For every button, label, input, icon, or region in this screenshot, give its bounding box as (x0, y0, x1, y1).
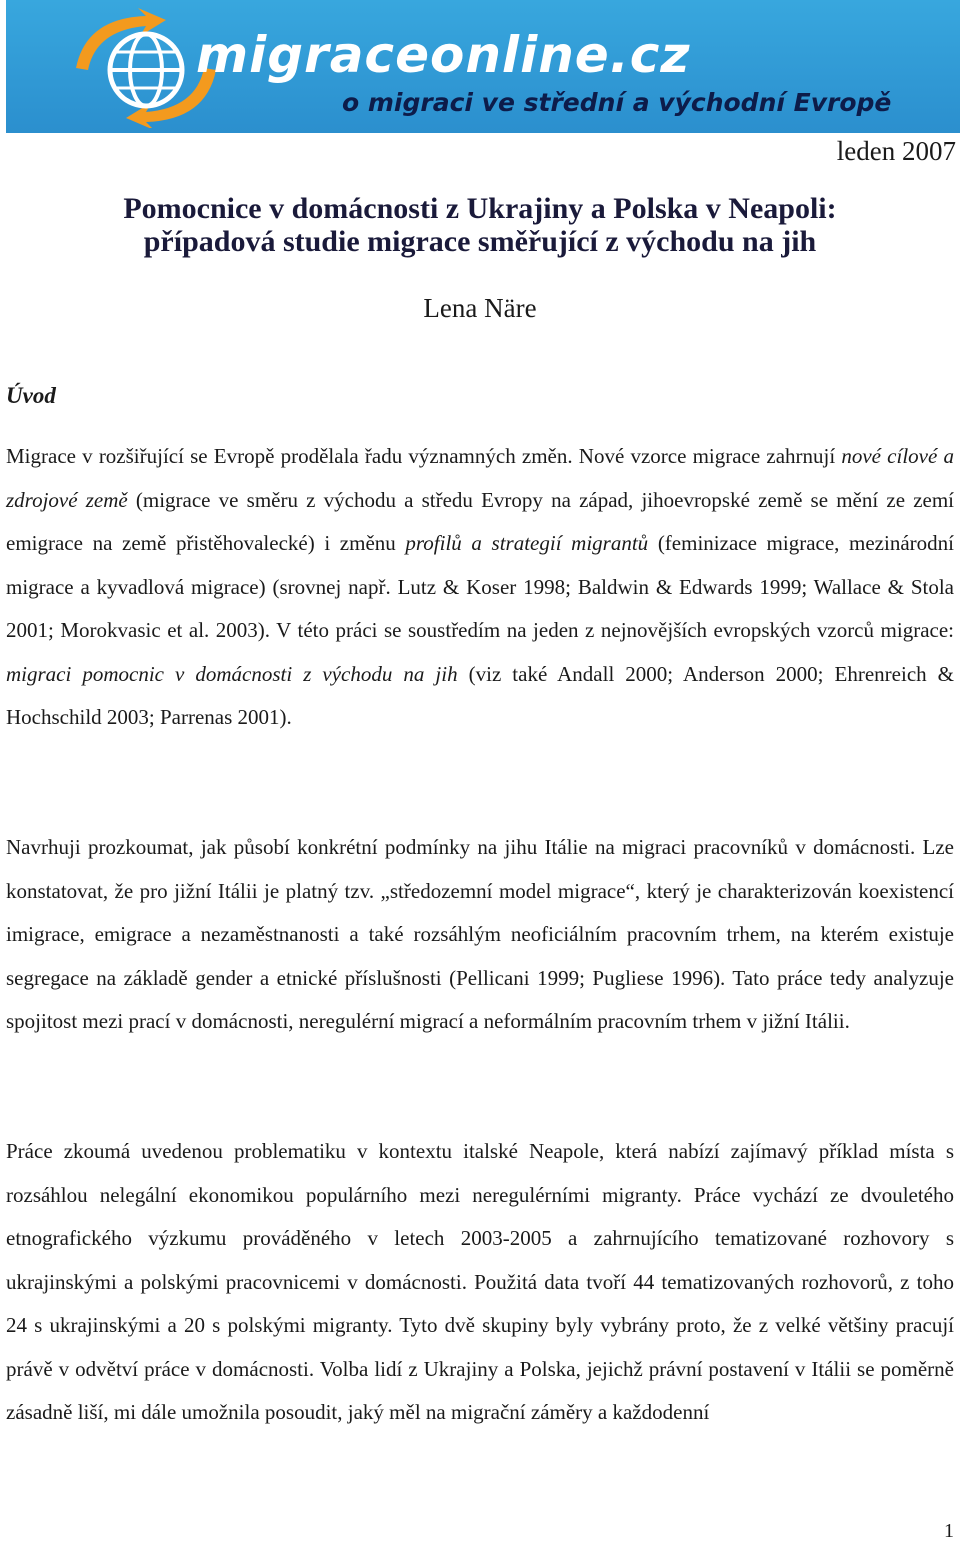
p1-text-c: (migrace ve směru z východu a středu Evropy na západ, jihoevropské země se mění ze zemí emigrace na země přistěhovalecké) i změnu (6, 487, 954, 555)
paragraph-1 (6, 435, 954, 740)
p1-emphasis-f: migraci pomocnic v domácnosti z východu na jih (6, 661, 458, 686)
paragraph-3: Práce zkoumá uvedenou problematiku v kontextu italské Neapole, která nabízí zajímavý příklad místa s rozsáhlou nelegální ekonomikou populárního mezi neregulérními migranty. Práce vychází ze dvouletého etnografického výzkumu prováděného v letech 2003-2005 a zahrnujícího tematizované rozhovory s ukrajinskými a polskými pracovnicemi v domácnosti. Použitá data tvoří 44 tematizovaných rozhovorů, z toho 24 s ukrajinskými a 20 s polskými migranty. Tyto dvě skupiny byly vybrány proto, že z velké většiny pracují právě v odvětví práce v domácnosti. Volba lidí z Ukrajiny a Polska, jejichž právní postavení v Itálii se poměrně zásadně liší, mi dále umožnila posoudit, jaký měl na migrační záměry a každodenní (6, 1139, 954, 1424)
author-name: Lena Näre (423, 293, 537, 323)
title-line-2: případová studie migrace směřující z východu na jih (143, 225, 817, 258)
p1-text-g: (viz také Andall 2000; Anderson 2000; Ehrenreich & Hochschild 2003; Parrenas 2001). (6, 661, 955, 729)
site-name: migraceonline.cz (196, 26, 691, 84)
p1-emphasis-b: nové cílové a zdrojové země (6, 444, 954, 512)
title-line-1: Pomocnice v domácnosti z Ukrajiny a Polska v Neapoli: (123, 192, 837, 225)
p1-text-a: Migrace v rozšiřující se Evropě prodělala řadu významných změn. Nové vzorce migrace zahrnují (6, 444, 842, 468)
article-title (0, 192, 960, 258)
paragraph-2: Navrhuji prozkoumat, jak působí konkrétní podmínky na jihu Itálie na migraci pracovníků v domácnosti. Lze konstatovat, že pro jižní Itálii je platný tzv. „středozemní model migrace“, který je charakterizován koexistencí imigrace, emigrace a nezaměstnanosti a také rozsáhlým neoficiálním pracovním trhem, na kterém existuje segregace na základě gender a etnické příslušnosti (Pellicani 1999; Pugliese 1996). Tato práce tedy analyzuje spojitost mezi prací v domácnosti, neregulérní migrací a neformálním pracovním trhem v jižní Itálii. (6, 835, 954, 1033)
p1-text-e: (feminizace migrace, mezinárodní migrace a kyvadlová migrace) (srovnej např. Lutz & Koser 1998; Baldwin & Edwards 1999; Wallace & Stola 2001; Morokvasic et al. 2003). V této práci se soustředím na jeden z nejnovějších evropských vzorců migrace: (6, 531, 954, 642)
p1-emphasis-d: profilů a strategií migrantů (405, 531, 649, 555)
site-banner[interactable] (6, 0, 960, 133)
site-tagline: o migraci ve střední a východní Evropě (342, 88, 892, 117)
publication-date: leden 2007 (836, 136, 956, 166)
section-heading: Úvod (6, 383, 56, 408)
page-number: 1 (944, 1520, 954, 1542)
